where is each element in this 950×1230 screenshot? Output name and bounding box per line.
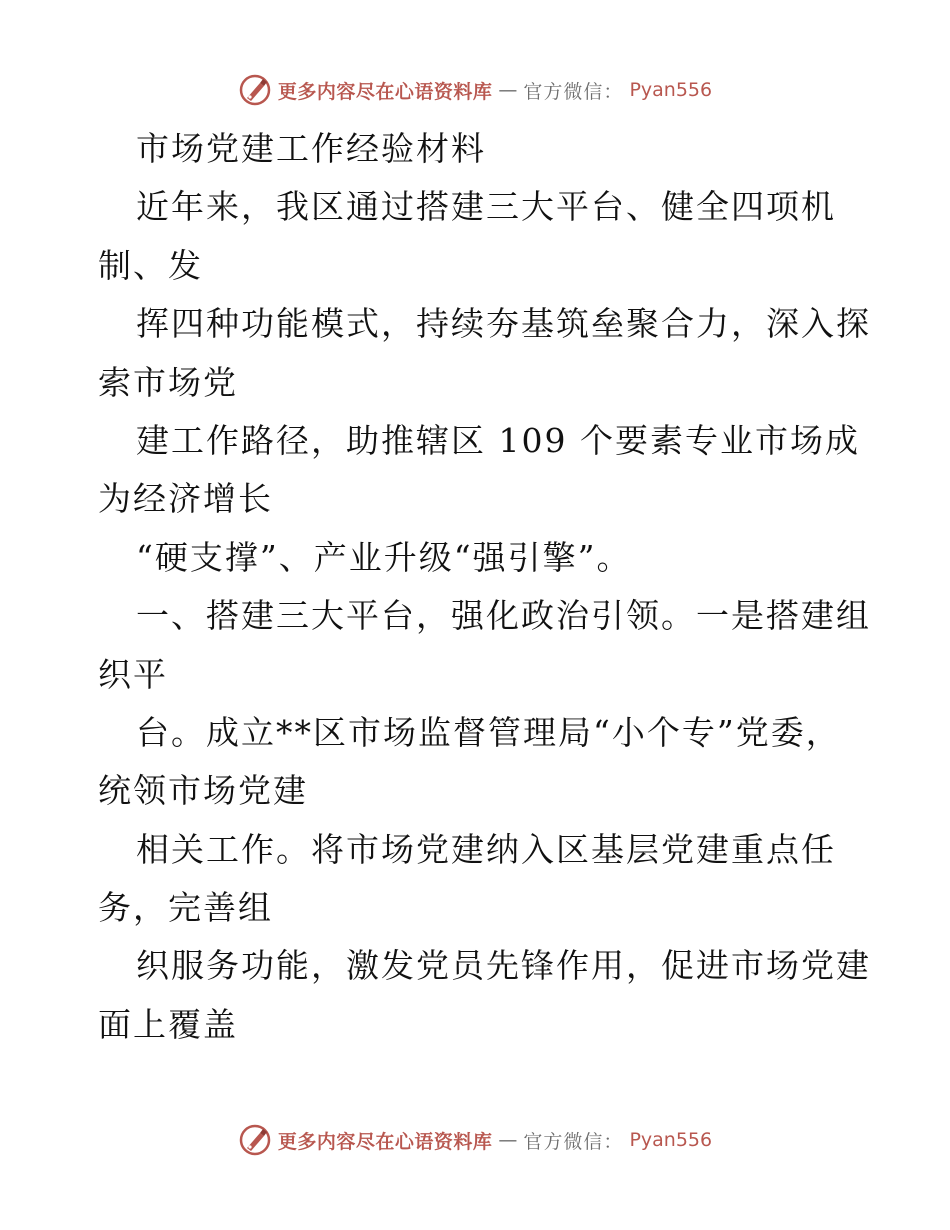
paragraph-line: 务，完善组 bbox=[98, 888, 273, 928]
banner-official-label: 官方微信： bbox=[523, 80, 624, 103]
paragraph-line: 索市场党 bbox=[98, 362, 238, 402]
paragraph-line: 面上覆盖 bbox=[98, 1004, 238, 1044]
document-body bbox=[98, 120, 878, 1054]
banner-brand-text: 更多内容尽在心语资料库 bbox=[277, 80, 493, 103]
banner-dash: — bbox=[498, 79, 518, 101]
document-title: 市场党建工作经验材料 bbox=[136, 129, 486, 168]
banner-brand-text: 更多内容尽在心语资料库 bbox=[277, 1130, 493, 1153]
paragraph-line: 挥四种功能模式，持续夯基筑垒聚合力，深入探 bbox=[136, 304, 871, 344]
paragraph-line: 相关工作。将市场党建纳入区基层党建重点任 bbox=[136, 829, 836, 869]
paragraph-line: 织服务功能，激发党员先锋作用，促进市场党建 bbox=[136, 946, 871, 986]
paragraph-line: 织平 bbox=[98, 654, 168, 694]
banner-official-label: 官方微信： bbox=[523, 1130, 624, 1153]
banner-dash: — bbox=[498, 1129, 518, 1151]
paragraph-line: 近年来，我区通过搭建三大平台、健全四项机 bbox=[136, 187, 836, 227]
header-banner bbox=[0, 70, 950, 110]
paragraph-line: 制、发 bbox=[98, 245, 203, 285]
pen-logo-icon bbox=[238, 1123, 272, 1157]
paragraph-line: 台。成立**区市场监督管理局“小个专”党委， bbox=[136, 712, 841, 752]
banner-wechat-id: Pyan556 bbox=[629, 79, 713, 101]
pen-logo-icon bbox=[238, 73, 272, 107]
paragraph-line: 为经济增长 bbox=[98, 479, 273, 519]
paragraph-line: 建工作路径，助推辖区 109 个要素专业市场成 bbox=[136, 420, 860, 460]
footer-banner bbox=[0, 1120, 950, 1160]
paragraph-line: “硬支撑”、产业升级“强引擎”。 bbox=[136, 537, 632, 577]
section-heading-line: 一、搭建三大平台，强化政治引领。一是搭建组 bbox=[136, 596, 871, 636]
paragraph-line: 统领市场党建 bbox=[98, 771, 308, 811]
banner-wechat-id: Pyan556 bbox=[629, 1129, 713, 1151]
